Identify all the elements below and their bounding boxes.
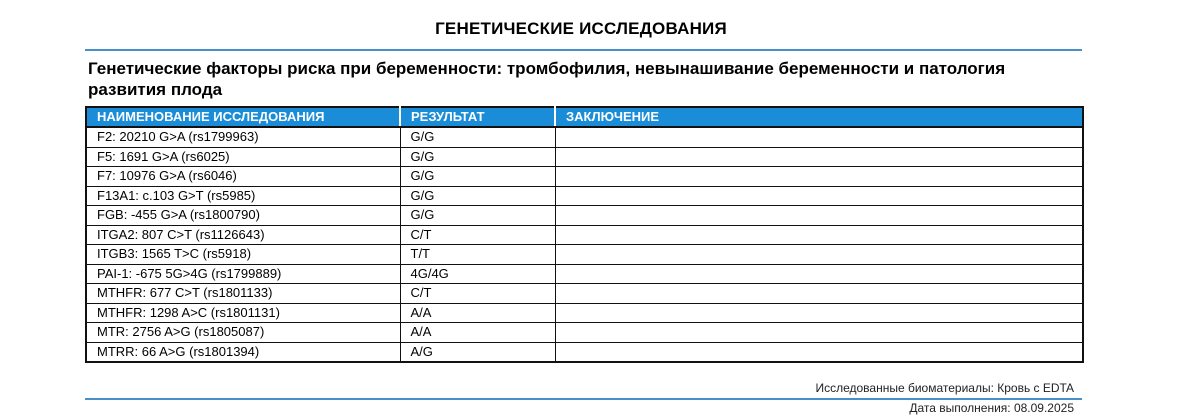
completion-date: Дата выполнения: 08.09.2025 — [909, 401, 1074, 415]
cell-result: C/T — [400, 284, 555, 304]
cell-conclusion — [555, 264, 1083, 284]
cell-conclusion — [555, 186, 1083, 206]
cell-name: ITGA2: 807 C>T (rs1126643) — [86, 225, 400, 245]
section-title: Генетические факторы риска при беременности: тромбофилия, невынашивание беременности и патология развития плода — [88, 59, 1006, 99]
cell-result: A/G — [400, 342, 555, 362]
header-name: НАИМЕНОВАНИЕ ИССЛЕДОВАНИЯ — [86, 107, 400, 127]
biomaterials-note: Исследованные биоматериалы: Кровь с EDTA — [815, 381, 1074, 395]
table-row — [86, 245, 1083, 265]
cell-conclusion — [555, 167, 1083, 187]
cell-result: A/A — [400, 323, 555, 343]
cell-name: ITGB3: 1565 T>C (rs5918) — [86, 245, 400, 265]
cell-name: MTRR: 66 A>G (rs1801394) — [86, 342, 400, 362]
table-header-row — [86, 107, 1083, 127]
table-row — [86, 225, 1083, 245]
cell-conclusion — [555, 284, 1083, 304]
table-row — [86, 127, 1083, 147]
table-row — [86, 147, 1083, 167]
cell-result: G/G — [400, 186, 555, 206]
cell-result: C/T — [400, 225, 555, 245]
table-row — [86, 323, 1083, 343]
table-row — [86, 167, 1083, 187]
cell-result: A/A — [400, 303, 555, 323]
cell-result: T/T — [400, 245, 555, 265]
cell-conclusion — [555, 225, 1083, 245]
cell-result: G/G — [400, 147, 555, 167]
bottom-divider — [85, 398, 1082, 400]
table-row — [86, 284, 1083, 304]
cell-conclusion — [555, 127, 1083, 147]
cell-conclusion — [555, 303, 1083, 323]
top-divider — [85, 49, 1082, 51]
cell-result: G/G — [400, 167, 555, 187]
table-row — [86, 342, 1083, 362]
cell-conclusion — [555, 323, 1083, 343]
cell-name: MTHFR: 677 C>T (rs1801133) — [86, 284, 400, 304]
cell-conclusion — [555, 245, 1083, 265]
results-table — [85, 106, 1084, 363]
cell-name: MTR: 2756 A>G (rs1805087) — [86, 323, 400, 343]
cell-name: F2: 20210 G>A (rs1799963) — [86, 127, 400, 147]
cell-name: F13A1: c.103 G>T (rs5985) — [86, 186, 400, 206]
cell-name: F7: 10976 G>A (rs6046) — [86, 167, 400, 187]
table-row — [86, 186, 1083, 206]
cell-conclusion — [555, 342, 1083, 362]
cell-result: G/G — [400, 206, 555, 226]
cell-result: G/G — [400, 127, 555, 147]
cell-conclusion — [555, 147, 1083, 167]
cell-result: 4G/4G — [400, 264, 555, 284]
table-row — [86, 303, 1083, 323]
table-body — [86, 127, 1083, 362]
header-result: РЕЗУЛЬТАТ — [400, 107, 555, 127]
cell-name: MTHFR: 1298 A>C (rs1801131) — [86, 303, 400, 323]
page-title: ГЕНЕТИЧЕСКИЕ ИССЛЕДОВАНИЯ — [435, 19, 727, 38]
cell-name: F5: 1691 G>A (rs6025) — [86, 147, 400, 167]
table-row — [86, 264, 1083, 284]
cell-conclusion — [555, 206, 1083, 226]
header-conclusion: ЗАКЛЮЧЕНИЕ — [555, 107, 1083, 127]
cell-name: PAI-1: -675 5G>4G (rs1799889) — [86, 264, 400, 284]
table-row — [86, 206, 1083, 226]
cell-name: FGB: -455 G>A (rs1800790) — [86, 206, 400, 226]
